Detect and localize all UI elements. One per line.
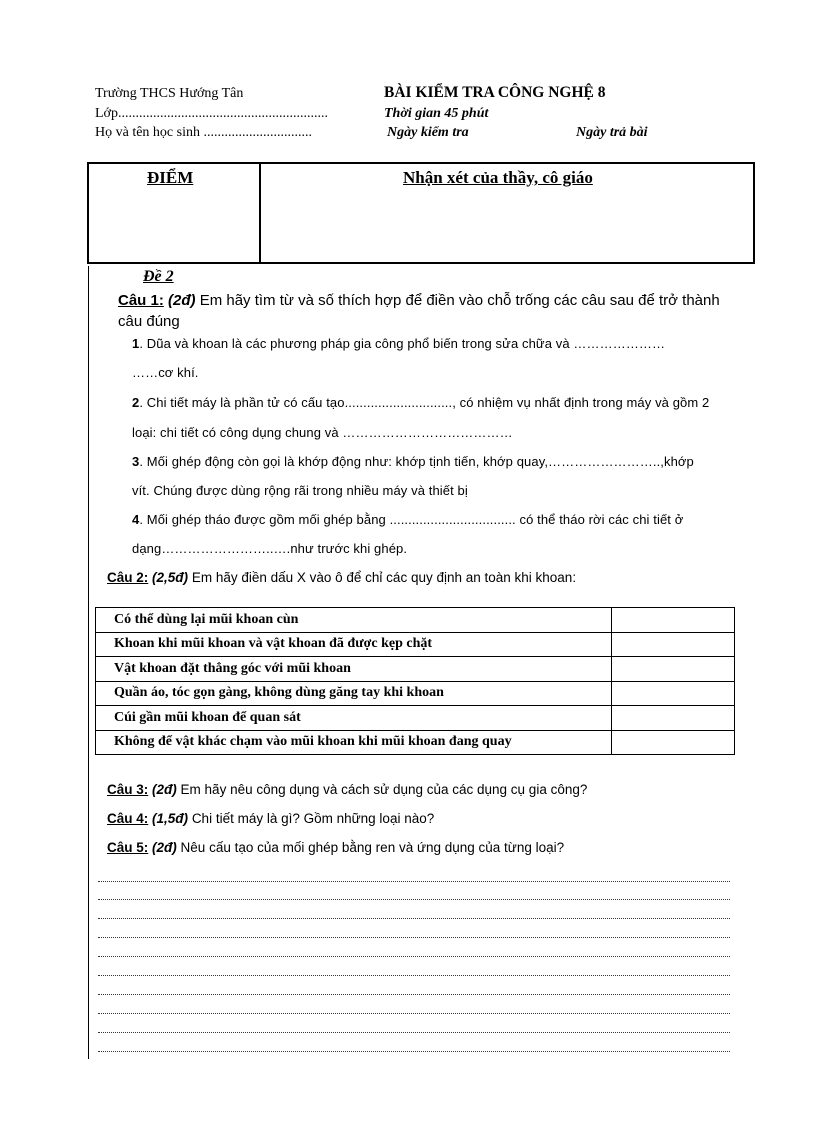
answer-line[interactable] — [98, 1032, 730, 1034]
answer-line[interactable] — [98, 975, 730, 977]
safety-rule: Khoan khi mũi khoan và vật khoan đã được kẹp chặt — [96, 632, 612, 657]
answer-checkbox[interactable] — [612, 632, 735, 657]
answer-checkbox[interactable] — [612, 657, 735, 682]
q1-item-2-line2: loại: chi tiết có công dụng chung và ………………………………… — [132, 425, 513, 440]
teacher-comment-label: Nhận xét của thầy, cô giáo — [403, 168, 593, 187]
q1-item-2-number: 2 — [132, 395, 140, 410]
answer-line[interactable] — [98, 899, 730, 901]
safety-rule: Không để vật khác chạm vào mũi khoan khi mũi khoan đang quay — [96, 730, 612, 755]
answer-line[interactable] — [98, 1051, 730, 1053]
q1-item-2-text: . Chi tiết máy là phần tử có cấu tạo............................., có nhiệm vụ nhất định trong máy và gồm 2 — [139, 395, 710, 410]
answer-checkbox[interactable] — [612, 706, 735, 731]
q4-points: (1,5đ) — [152, 811, 189, 826]
q1-text-line1: Em hãy tìm từ và số thích hợp để điền vào chỗ trống các câu sau để trở thành — [199, 292, 720, 309]
answer-checkbox[interactable] — [612, 730, 735, 755]
q2-label: Câu 2: — [107, 570, 149, 585]
answer-line[interactable] — [98, 1013, 730, 1015]
q1-item-2-line1 — [132, 395, 709, 410]
answer-line[interactable] — [98, 937, 730, 939]
q4-heading — [107, 811, 434, 826]
safety-rule: Vật khoan đặt thẳng góc với mũi khoan — [96, 657, 612, 682]
q1-item-3-line2: vít. Chúng được dùng rộng rãi trong nhiều máy và thiết bị — [132, 483, 468, 498]
q1-item-3-line1 — [132, 454, 694, 469]
answer-line[interactable] — [98, 994, 730, 996]
q1-item-4-line2: dạng……………………..….như trước khi ghép. — [132, 541, 408, 556]
student-name-line: Họ và tên học sinh ............................... — [95, 125, 312, 140]
q3-heading — [107, 782, 587, 797]
answer-line[interactable] — [98, 918, 730, 920]
q2-heading — [107, 570, 576, 585]
q5-label: Câu 5: — [107, 840, 149, 855]
q1-heading — [118, 292, 720, 309]
q3-text: Em hãy nêu công dụng và cách sử dụng của các dụng cụ gia công? — [180, 782, 588, 797]
q1-item-4-number: 4 — [132, 512, 140, 527]
q5-heading — [107, 840, 564, 855]
safety-rule: Cúi gần mũi khoan để quan sát — [96, 706, 612, 731]
table-row — [96, 608, 735, 633]
q4-label: Câu 4: — [107, 811, 149, 826]
safety-table — [95, 607, 735, 755]
answer-line[interactable] — [98, 956, 730, 958]
exam-duration: Thời gian 45 phút — [384, 106, 489, 121]
table-row — [96, 681, 735, 706]
answer-line[interactable] — [98, 881, 730, 883]
q3-label: Câu 3: — [107, 782, 149, 797]
q3-points: (2đ) — [152, 782, 177, 797]
q1-text-line2: câu đúng — [118, 313, 180, 330]
score-label: ĐIỂM — [147, 168, 194, 187]
exam-title: BÀI KIỂM TRA CÔNG NGHỆ 8 — [384, 84, 606, 101]
q1-points: (2đ) — [168, 292, 196, 309]
safety-rule: Có thể dùng lại mũi khoan cùn — [96, 608, 612, 633]
table-row — [96, 632, 735, 657]
exam-code: Đề 2 — [143, 268, 174, 285]
left-margin-line — [88, 266, 89, 1059]
class-line: Lớp............................................................ — [95, 106, 328, 121]
table-row — [96, 730, 735, 755]
grade-box — [87, 162, 755, 264]
q2-text: Em hãy điền dấu X vào ô để chỉ các quy định an toàn khi khoan: — [191, 570, 577, 585]
grade-box-divider — [259, 164, 261, 262]
q5-points: (2đ) — [152, 840, 177, 855]
q1-item-3-number: 3 — [132, 454, 140, 469]
q1-item-4-text: . Mối ghép tháo được gồm mối ghép bằng .................................. có thể tháo rời các chi tiết ở — [139, 512, 684, 527]
q4-text: Chi tiết máy là gì? Gồm những loại nào? — [191, 811, 435, 826]
answer-checkbox[interactable] — [612, 608, 735, 633]
q1-item-1-number: 1 — [132, 336, 140, 351]
answer-checkbox[interactable] — [612, 681, 735, 706]
q1-item-4-line1 — [132, 512, 683, 527]
q1-item-1-line2: ……cơ khí. — [132, 365, 199, 380]
q1-item-1-line1 — [132, 336, 665, 351]
q1-label: Câu 1: — [118, 292, 164, 309]
return-date-label: Ngày trả bài — [576, 125, 648, 140]
q1-item-1-text: . Dũa và khoan là các phương pháp gia công phổ biến trong sửa chữa và ………………… — [139, 336, 666, 351]
test-date-label: Ngày kiểm tra — [387, 125, 469, 140]
table-row — [96, 657, 735, 682]
q1-item-3-text: . Mối ghép động còn gọi là khớp động như: khớp tịnh tiến, khớp quay,……………………..,khớp — [139, 454, 694, 469]
table-row — [96, 706, 735, 731]
safety-rule: Quần áo, tóc gọn gàng, không dùng găng tay khi khoan — [96, 681, 612, 706]
q5-text: Nêu cấu tạo của mối ghép bằng ren và ứng dụng của từng loại? — [180, 840, 565, 855]
q2-points: (2,5đ) — [152, 570, 189, 585]
school-name: Trường THCS Hướng Tân — [95, 86, 244, 101]
